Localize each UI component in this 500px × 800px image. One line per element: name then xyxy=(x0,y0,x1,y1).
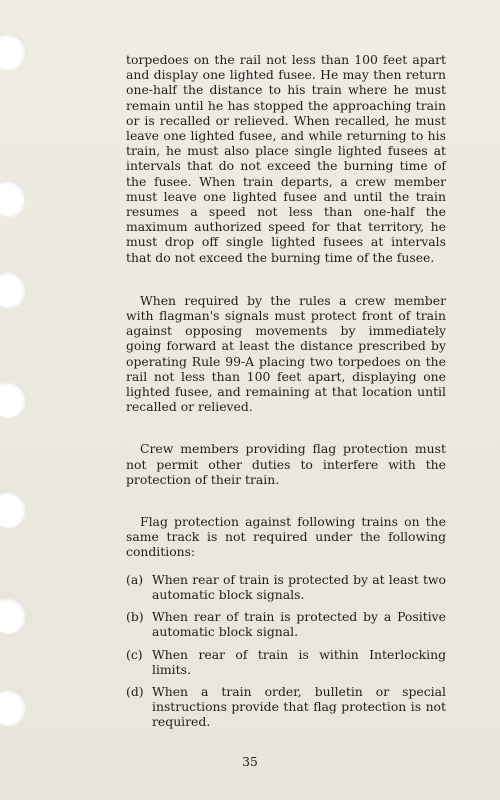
page-number: 35 xyxy=(242,754,258,769)
condition-letter: (a) xyxy=(126,571,144,587)
paragraph-no-other-duties: Crew members providing flag protection must not permit other duties to interfere with the protection of their train. xyxy=(126,441,446,487)
paragraph-protect-front: When required by the rules a crew member with flagman's signals must protect front of train against opposing movements by immediately going forward at least the distance prescribed by operating Rule 99-A placing two torpedoes on the rail not less than 100 feet apart, displaying one lighted fusee, and remaining at that location until recalled or relieved. xyxy=(126,292,446,415)
paragraph-flagging-procedure: torpedoes on the rail not less than 100 feet apart and display one lighted fusee. He may then return one-half the distance to his train where he must remain until he has stopped the approaching train or is recalled or relieved. When recalled, he must leave one lighted fusee, and while returning to his train, he must also place single lighted fusees at intervals that do not exceed the burning time of the fusee. When train departs, a crew member must leave one lighted fusee and until the train resumes a speed not less than one-half the maximum authorized speed for that territory, he must drop off single lighted fusees at intervals that do not exceed the burning time of the fusee. xyxy=(126,52,446,265)
condition-text: When rear of train is protected by at least two automatic block signals. xyxy=(152,571,446,602)
list-item xyxy=(126,684,446,730)
binder-hole xyxy=(0,34,27,70)
binder-hole xyxy=(0,690,27,726)
condition-text: When rear of train is protected by a Positive automatic block signal. xyxy=(152,609,446,640)
condition-letter: (d) xyxy=(126,683,144,699)
condition-text: When rear of train is within Interlocking limits. xyxy=(152,646,446,677)
list-item xyxy=(126,647,446,677)
binder-hole xyxy=(0,181,27,217)
binder-hole xyxy=(0,492,27,528)
condition-letter: (c) xyxy=(126,646,143,662)
list-item xyxy=(126,572,446,602)
list-item xyxy=(126,609,446,639)
body-text xyxy=(126,52,446,737)
binder-hole xyxy=(0,272,27,308)
binder-hole xyxy=(0,598,27,634)
binder-hole xyxy=(0,382,27,418)
condition-text: When a train order, bulletin or special instructions provide that flag protection is not required. xyxy=(152,683,446,730)
conditions-list xyxy=(126,572,446,730)
condition-letter: (b) xyxy=(126,609,144,625)
paragraph-conditions-intro: Flag protection against following trains on the same track is not required under the following conditions: xyxy=(126,514,446,560)
